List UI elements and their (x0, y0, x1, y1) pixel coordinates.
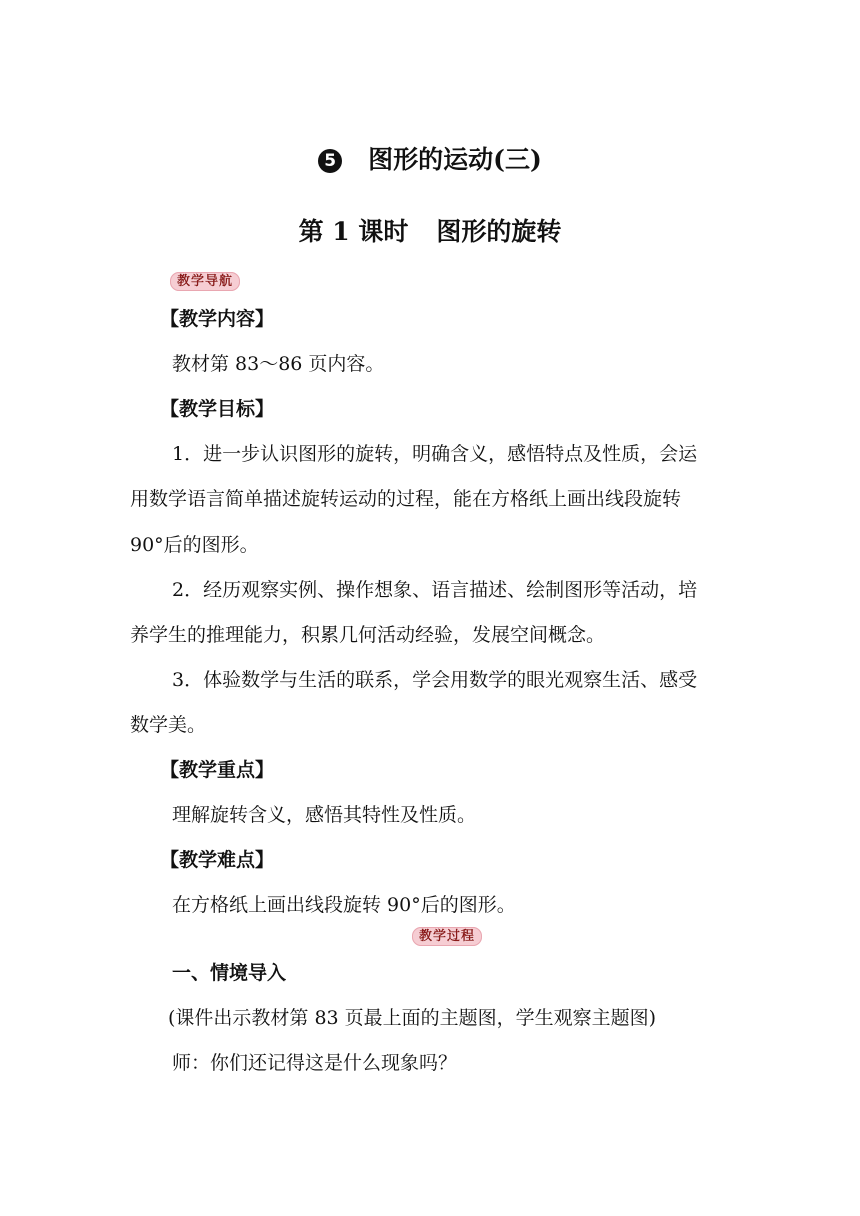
teaching-guide-tag (170, 270, 240, 289)
lesson-title-text: 图形的旋转 (436, 217, 562, 246)
teaching-guide-label: 教学导航 (170, 272, 240, 291)
teacher-question: 师：你们还记得这是什么现象吗？ (172, 1052, 458, 1074)
difficult-points-heading: 【教学难点】 (160, 849, 275, 871)
goal-3-line-1: 3．体验数学与生活的联系，学会用数学的眼光观察生活、感受 (172, 669, 698, 691)
goal-3-line-2: 数学美。 (130, 714, 207, 736)
goals-heading: 【教学目标】 (160, 398, 275, 420)
key-points-heading: 【教学重点】 (160, 759, 275, 781)
teaching-process-label: 教学过程 (412, 927, 482, 946)
content-heading: 【教学内容】 (160, 308, 275, 330)
lesson-title (0, 212, 860, 248)
intro-heading: 一、情境导入 (172, 962, 287, 984)
chapter-title (0, 140, 860, 176)
goal-1-line-3: 90°后的图形。 (130, 534, 259, 556)
chapter-number-badge: 5 (318, 149, 342, 173)
goal-1-line-2: 用数学语言简单描述旋转运动的过程，能在方格纸上画出线段旋转 (130, 488, 682, 510)
chapter-title-text: 图形的运动(三) (368, 145, 542, 174)
intro-note: (课件出示教材第 83 页最上面的主题图，学生观察主题图) (168, 1007, 657, 1029)
goal-1-line-1: 1．进一步认识图形的旋转，明确含义，感悟特点及性质，会运 (172, 443, 698, 465)
content-text: 教材第 83～86 页内容。 (172, 353, 385, 375)
key-points-text: 理解旋转含义，感悟其特性及性质。 (172, 804, 477, 826)
difficult-points-text: 在方格纸上画出线段旋转 90°后的图形。 (172, 894, 516, 916)
lesson-number: 第 1 课时 (298, 217, 409, 246)
teaching-process-tag (412, 925, 482, 944)
goal-2-line-2: 养学生的推理能力，积累几何活动经验，发展空间概念。 (130, 624, 606, 646)
goal-2-line-1: 2．经历观察实例、操作想象、语言描述、绘制图形等活动，培 (172, 579, 698, 601)
